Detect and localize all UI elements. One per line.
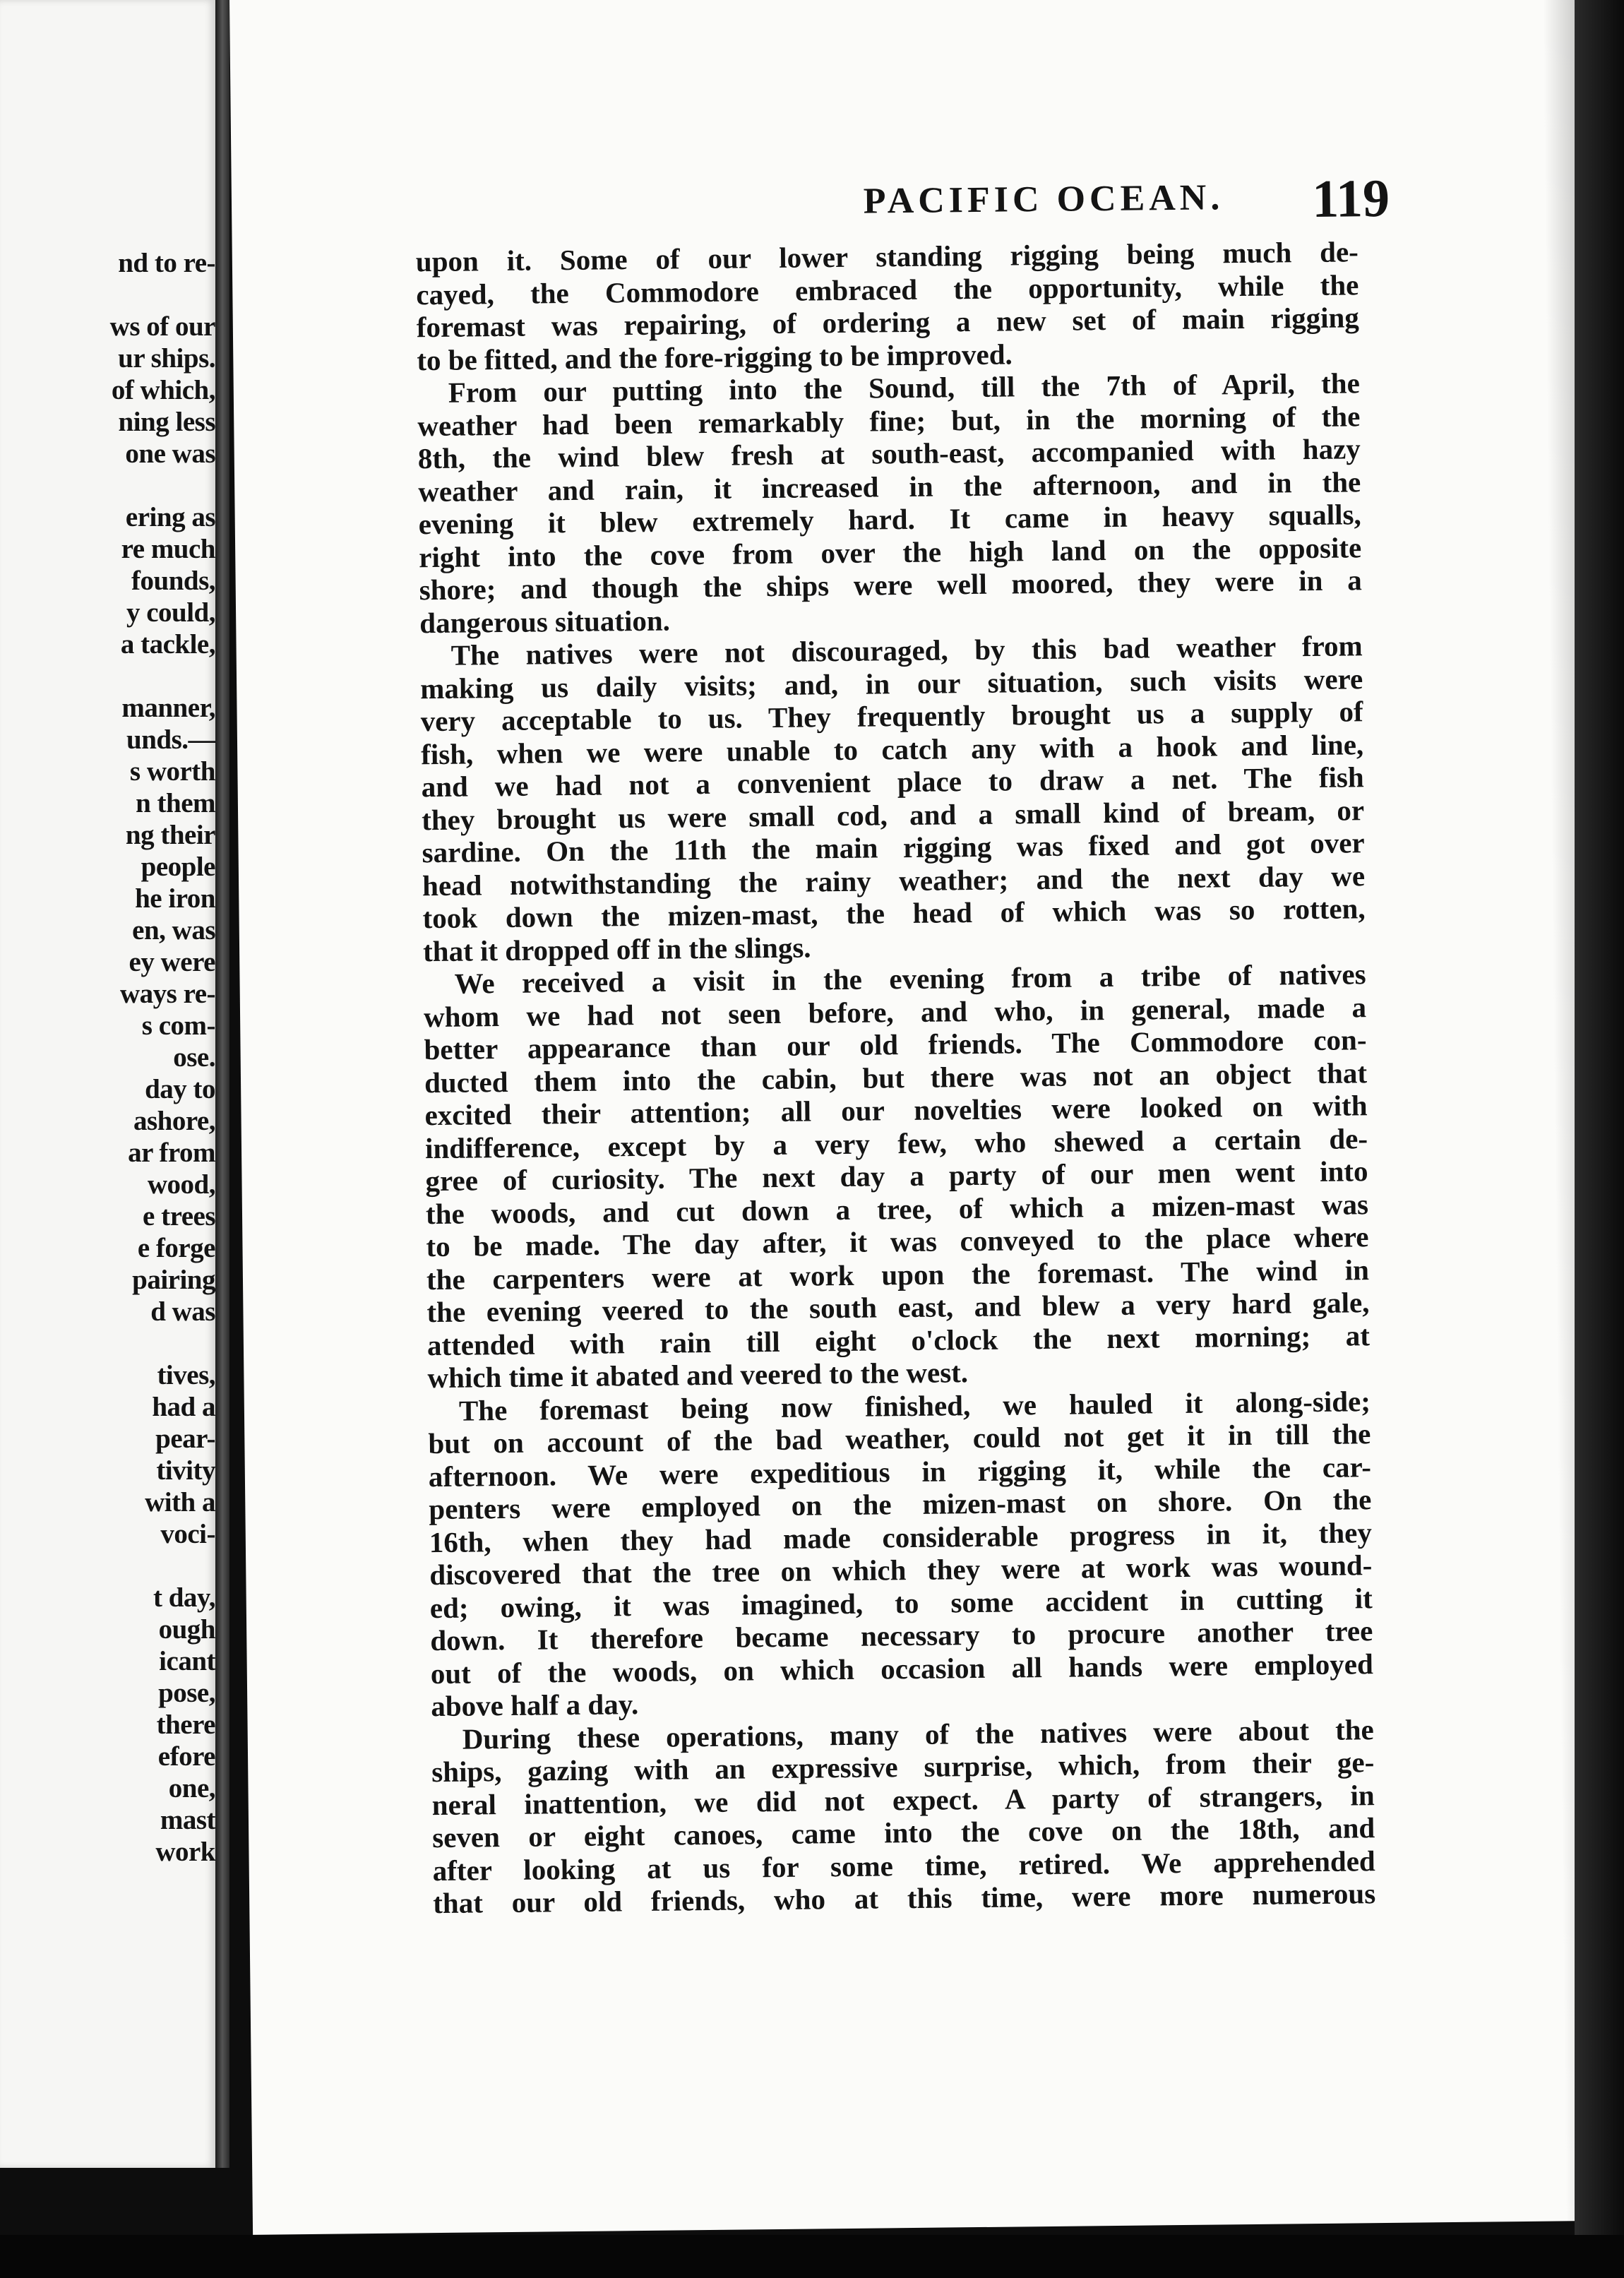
text-line: ships, gazing with an expressive surprise, which, from their ge- [431, 1746, 1375, 1789]
left-page-line: y could, [126, 597, 215, 628]
left-page-line: day to [145, 1074, 215, 1104]
text-line: dangerous situation. [419, 604, 671, 639]
left-page-line: he iron [135, 883, 215, 914]
left-page-line: work [155, 1837, 215, 1867]
left-page-line: ng their [125, 820, 215, 850]
left-page-line: n them [136, 788, 215, 818]
left-page-line: en, was [132, 915, 215, 946]
left-page-line: there [156, 1710, 215, 1740]
text-line: gree of curiosity. The next day a party of our men went into [425, 1155, 1368, 1198]
text-line: From our putting into the Sound, till the 7th of April, the [448, 366, 1361, 409]
text-line: neral inattention, we did not expect. A party of strangers, in [431, 1778, 1375, 1821]
text-line: seven or eight canoes, came into the cove on the 18th, and [432, 1811, 1375, 1854]
left-page [0, 0, 215, 2168]
text-line: upon it. Some of our lower standing rigging being much de- [415, 235, 1359, 278]
text-line: evening it blew extremely hard. It came in heavy squalls, [418, 498, 1361, 541]
text-line: foremast was repairing, of ordering a new set of main rigging [416, 301, 1360, 344]
left-page-line: founds, [131, 566, 215, 596]
text-line: took down the mizen-mast, the head of which was so rotten, [422, 892, 1366, 935]
left-page-line: mast [160, 1805, 215, 1835]
left-page-line: of which, [111, 375, 215, 405]
text-line: attended with rain till eight o'clock the next morning; at [426, 1318, 1371, 1361]
left-page-line: wood, [147, 1169, 215, 1200]
left-page-line: had a [152, 1392, 215, 1422]
text-line: that our old friends, who at this time, were more numerous [432, 1877, 1376, 1920]
left-page-line: unds.— [126, 724, 215, 755]
text-line: the evening veered to the south east, and blew a very hard gale, [426, 1286, 1370, 1329]
text-line: but on account of the bad weather, could not get it in till the [428, 1417, 1371, 1460]
text-line: discovered that the tree on which they were at work was wound- [429, 1549, 1373, 1592]
text-line: whom we had not seen before, and who, in general, made a [423, 990, 1367, 1033]
text-line: right into the cove from over the high land on the opposite [419, 530, 1362, 573]
left-page-line: pose, [158, 1678, 215, 1708]
text-line: 16th, when they had made considerable progress in it, they [429, 1515, 1373, 1558]
text-line: above half a day. [431, 1688, 639, 1723]
page-body-text [416, 235, 1376, 1919]
left-page-line: people [141, 852, 215, 882]
text-line: The foremast being now finished, we hauled it along-side; [458, 1384, 1371, 1427]
text-line: the carpenters were at work upon the foremast. The wind in [426, 1253, 1370, 1296]
left-page-line: pairing [132, 1265, 215, 1295]
left-page-line [4, 279, 215, 311]
left-page-text [4, 247, 215, 1868]
left-page-line [4, 1550, 215, 1582]
right-page [229, 0, 1598, 2235]
text-line: We received a visit in the evening from a tribe of natives [454, 958, 1366, 1000]
text-line: cayed, the Commodore embraced the opportunity, while the [416, 268, 1359, 311]
text-line: ducted them into the cabin, but there was not an object that [424, 1056, 1368, 1099]
text-line: fish, when we were unable to catch any with a hook and line, [420, 727, 1364, 770]
left-page-line: nd to re- [118, 248, 215, 278]
book-gutter [215, 0, 229, 2168]
left-page-line: ws of our [109, 311, 215, 342]
text-line: excited their attention; all our novelties were looked on with [424, 1089, 1368, 1132]
scan-border [0, 2235, 1624, 2278]
left-page-line: ering as [125, 502, 215, 532]
text-line: penters were employed on the mizen-mast on shore. On the [429, 1483, 1372, 1526]
text-line: and we had not a convenient place to draw a net. The fish [421, 761, 1364, 804]
left-page-line [4, 660, 215, 692]
left-page-line: re much [121, 534, 215, 564]
text-line: they brought us were small cod, and a small kind of bream, or [421, 793, 1365, 836]
left-page-line: icant [159, 1646, 215, 1676]
left-page-line: ning less [118, 407, 215, 437]
left-page-line: ey were [129, 947, 215, 977]
text-line: shore; and though the ships were well moored, they were in a [419, 563, 1362, 607]
text-line: head notwithstanding the rainy weather; and the next day we [422, 859, 1366, 902]
left-page-line: one was [125, 439, 215, 469]
text-line: weather and rain, it increased in the afternoon, and in the [418, 465, 1361, 508]
text-line: after looking at us for some time, retired. We apprehended [432, 1844, 1375, 1887]
text-line: that it dropped off in the slings. [422, 930, 811, 967]
left-page-line: d was [150, 1296, 215, 1327]
left-page-line: s com- [141, 1010, 215, 1041]
left-page-line: a tackle, [120, 629, 215, 660]
text-line: indifference, except by a very few, who shewed a certain de- [424, 1121, 1368, 1164]
text-line: making us daily visits; and, in our situation, such visits were [419, 662, 1363, 705]
text-line: afternoon. We were expeditious in rigging it, while the car- [428, 1450, 1372, 1493]
left-page-line: manner, [121, 693, 215, 723]
left-page-line: with a [145, 1487, 215, 1517]
running-head: PACIFIC OCEAN. [863, 177, 1224, 222]
left-page-line: tives, [157, 1360, 215, 1390]
text-line: out of the woods, on which occasion all hands were employed [430, 1647, 1373, 1690]
left-page-line: pear- [155, 1424, 215, 1454]
left-page-line: ough [158, 1614, 215, 1645]
left-page-line: one, [168, 1773, 215, 1803]
text-line: The natives were not discouraged, by this bad weather from [450, 629, 1363, 672]
text-line: During these operations, many of the natives were about the [462, 1712, 1374, 1755]
text-line: weather had been remarkably fine; but, in the morning of the [417, 399, 1361, 442]
left-page-line: tivity [156, 1455, 215, 1486]
text-line: ed; owing, it was imagined, to some accident in cutting it [429, 1581, 1373, 1624]
text-line: better appearance than our old friends. The Commodore con- [424, 1023, 1367, 1066]
left-page-line: t day, [153, 1582, 215, 1613]
text-line: to be fitted, and the fore-rigging to be improved. [417, 337, 1013, 376]
left-page-line: ose. [173, 1042, 215, 1073]
left-page-line: e forge [137, 1233, 215, 1263]
text-line: sardine. On the 11th the main rigging was fixed and got over [422, 826, 1365, 869]
left-page-line: ashore, [133, 1106, 215, 1136]
left-page-line [4, 470, 215, 501]
left-page-line: e trees [143, 1201, 215, 1232]
page-edge-shadow [1575, 0, 1624, 2278]
left-page-line: voci- [160, 1519, 215, 1549]
page-number: 119 [1311, 168, 1390, 229]
left-page-line: s worth [129, 756, 215, 787]
left-page-line: ways re- [120, 979, 215, 1009]
text-line: down. It therefore became necessary to procure another tree [430, 1614, 1373, 1657]
text-line: the woods, and cut down a tree, of which a mizen-mast was [425, 1187, 1369, 1230]
text-line: very acceptable to us. They frequently brought us a supply of [420, 695, 1363, 738]
left-page-line: ar from [128, 1138, 215, 1168]
left-page-line [4, 1328, 215, 1359]
left-page-line: ur ships. [118, 343, 215, 374]
text-line: which time it abated and veered to the west. [427, 1356, 969, 1395]
text-line: to be made. The day after, it was conveyed to the place where [426, 1220, 1369, 1263]
text-line: 8th, the wind blew fresh at south-east, accompanied with hazy [417, 432, 1361, 475]
left-page-line: efore [157, 1741, 215, 1772]
